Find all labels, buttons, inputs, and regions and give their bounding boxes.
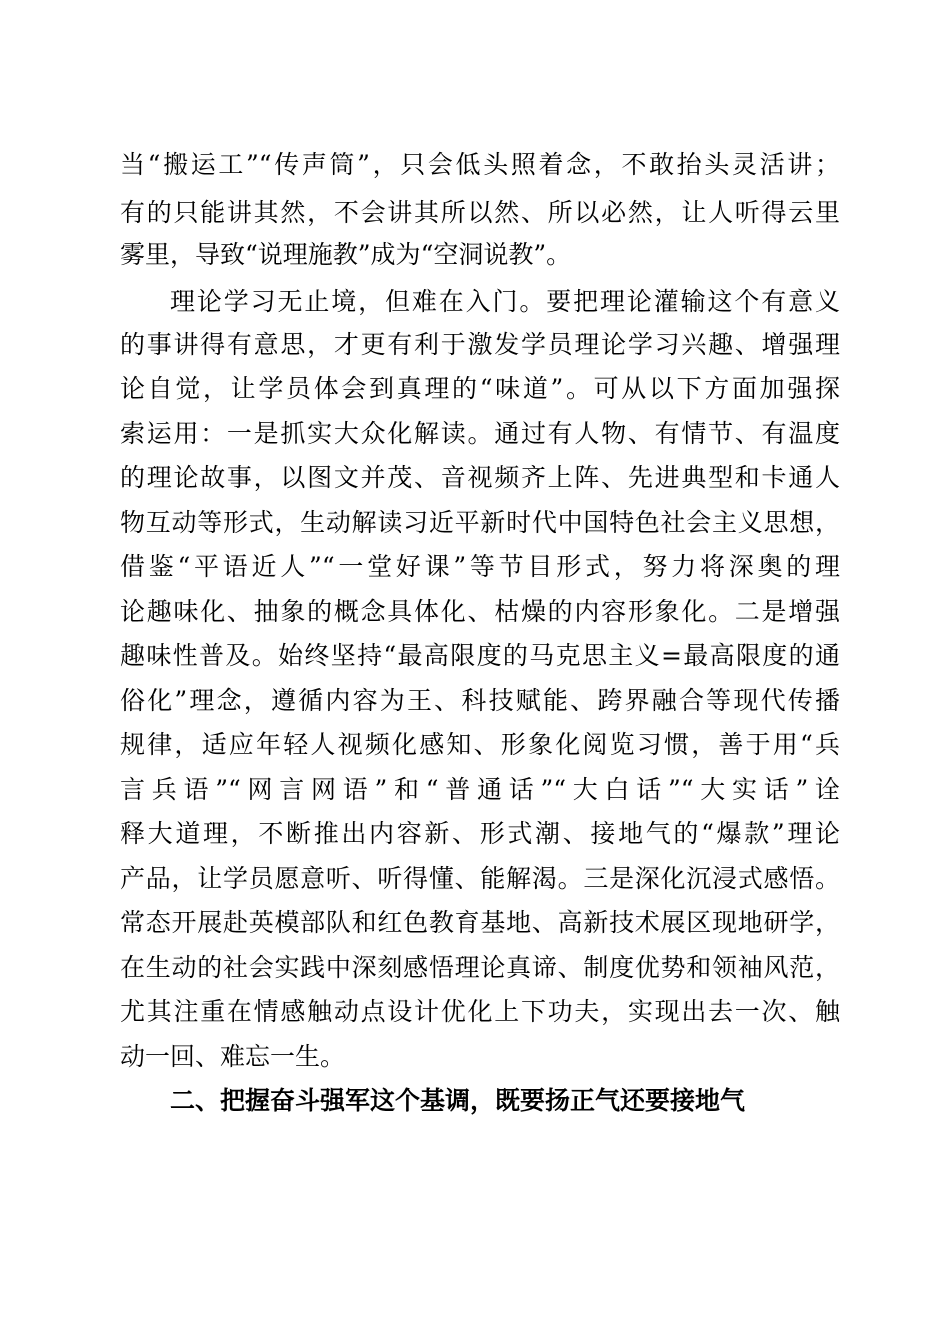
paragraph-2-line-14: 产品，让学员愿意听、听得懂、能解渴。三是深化沉浸式感悟。: [120, 864, 840, 893]
paragraph-2-line-4: 索运用：一是抓实大众化解读。通过有人物、有情节、有温度: [120, 419, 840, 448]
paragraph-2-line-15: 常态开展赴英模部队和红色教育基地、高新技术展区现地研学，: [120, 908, 840, 937]
paragraph-2-line-3: 论自觉，让学员体会到真理的“味道”。可从以下方面加强探: [120, 374, 840, 403]
paragraph-2-line-17: 尤其注重在情感触动点设计优化上下功夫，实现出去一次、触: [120, 997, 840, 1026]
paragraph-2-line-12: 言兵语”“网言网语”和“普通话”“大白话”“大实话”诠: [120, 775, 840, 804]
paragraph-2-line-8: 论趣味化、抽象的概念具体化、枯燥的内容形象化。二是增强: [120, 597, 840, 626]
paragraph-2-line-13: 释大道理，不断推出内容新、形式潮、接地气的“爆款”理论: [120, 819, 840, 848]
paragraph-2-line-11: 规律，适应年轻人视频化感知、形象化阅览习惯，善于用“兵: [120, 730, 840, 759]
paragraph-2-line-7: 借鉴“平语近人”“一堂好课”等节目形式，努力将深奥的理: [120, 552, 840, 581]
paragraph-1-line-2: 有的只能讲其然，不会讲其所以然、所以必然，让人听得云里: [120, 198, 840, 227]
paragraph-2-line-16: 在生动的社会实践中深刻感悟理论真谛、制度优势和领袖风范，: [120, 953, 840, 982]
paragraph-2-line-2: 的事讲得有意思，才更有利于激发学员理论学习兴趣、增强理: [120, 330, 840, 359]
paragraph-2-line-6: 物互动等形式，生动解读习近平新时代中国特色社会主义思想，: [120, 508, 840, 537]
paragraph-1-line-1: 当“搬运工”“传声筒”，只会低头照着念，不敢抬头灵活讲；: [120, 150, 840, 179]
paragraph-2-line-5: 的理论故事，以图文并茂、音视频齐上阵、先进典型和卡通人: [120, 463, 840, 492]
paragraph-2-line-9: 趣味性普及。始终坚持“最高限度的马克思主义=最高限度的通: [120, 641, 840, 670]
paragraph-2-line-1: 理论学习无止境，但难在入门。要把理论灌输这个有意义: [170, 287, 840, 316]
section-heading: 二、把握奋斗强军这个基调，既要扬正气还要接地气: [170, 1086, 746, 1115]
paragraph-2-line-18: 动一回、难忘一生。: [120, 1042, 346, 1071]
paragraph-1-line-3: 雾里，导致“说理施教”成为“空洞说教”。: [120, 240, 572, 269]
paragraph-2-line-10: 俗化”理念，遵循内容为王、科技赋能、跨界融合等现代传播: [120, 686, 840, 715]
